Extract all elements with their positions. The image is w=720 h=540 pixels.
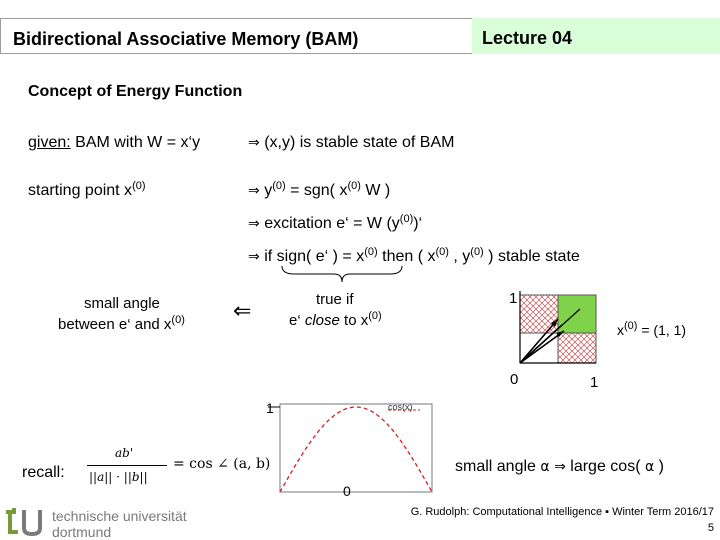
conclusion-text: ) [658,458,664,475]
point-label-text: = (1, 1) [637,322,687,338]
close-to-note [289,310,382,329]
y0-text: = sgn( x [285,182,348,199]
if-text: if sign( e‘ ) = x [264,248,365,265]
vector-y-tick: 1 [509,290,518,307]
alpha-symbol: α [540,459,550,475]
if-text: then ( x [377,248,436,265]
recall-formula [85,444,271,496]
hatched-cell [558,333,596,363]
lecture-box [472,18,720,54]
excitation-text: excitation e‘ = W (y [264,215,400,232]
implies-symbol: ⇒ [248,249,260,265]
if-sign-line [248,246,580,266]
slide-title: Bidirectional Associative Memory (BAM) [13,29,359,49]
plot-frame [280,404,432,492]
implies-symbol: ⇒ [248,135,260,151]
stable-line [248,134,454,152]
implies-symbol: ⇒ [248,183,260,199]
given-line [28,134,200,152]
y0-line [248,180,390,200]
conclusion-text: small angle [455,458,536,475]
conclusion-text: large cos( [570,458,641,475]
given-text: BAM with W = x‘y [75,134,201,151]
green-cell [558,295,596,333]
section-title: Concept of Energy Function [28,83,243,100]
formula-numerator: ab' [115,446,134,460]
y0-text: y [264,182,273,199]
implies-symbol: ⇒ [248,216,260,232]
stable-text: (x,y) is stable state of BAM [264,134,455,151]
recall-label: recall: [22,464,65,481]
point-label-text: x [617,322,624,338]
footer-credit: G. Rudolph: Computational Intelligence ▪ Winter Term 2016/17 [410,506,714,518]
vector-x-tick-1: 1 [590,374,599,391]
starting-point-line [28,180,146,200]
excitation-line [248,213,422,233]
university-city: dortmund [52,524,112,540]
implies-symbol: ⇒ [554,459,566,475]
close-text: e‘ [289,312,305,329]
starting-point-text: starting point x [28,182,133,199]
y0-text: W ) [360,182,391,199]
small-angle-line2: between e‘ and x [58,316,172,333]
vector-x-tick-0: 0 [510,371,519,388]
superscript: (0) [399,213,414,225]
cos-legend: cos(x) [388,402,413,412]
formula-rhs: = cos ∠ (a, b) [173,456,271,472]
recall-conclusion [455,458,664,476]
true-if-note: true if [316,291,354,308]
superscript: (0) [347,180,361,192]
slide-title-box [0,18,472,54]
superscript: (0) [171,314,185,326]
small-angle-line1: small angle [84,295,160,312]
given-label: given: [28,134,71,151]
implied-by-symbol: ⇐ [233,299,252,324]
point-label [617,320,686,338]
small-angle-note-2 [58,314,185,333]
cos-y-bottom: 0 [343,483,351,499]
university-name: technische universität [52,508,187,524]
if-text: , y [448,248,471,265]
superscript: (0) [470,246,484,258]
close-text: to x [339,312,369,329]
superscript: (0) [364,246,378,258]
cos-y-top: 1 [266,400,274,416]
if-text: ) stable state [483,248,580,265]
tu-logo-icon [4,506,48,538]
fraction-bar [87,465,167,466]
alpha-symbol: α [644,459,655,475]
superscript: (0) [435,246,449,258]
lecture-label: Lecture 04 [482,28,573,48]
superscript: (0) [624,320,638,332]
excitation-text: )‘ [413,215,423,232]
hatched-cell [520,295,558,333]
formula-denominator: ||a|| · ||b|| [89,470,148,484]
close-word: close [304,312,340,329]
underbrace [280,264,404,284]
page-number: 5 [707,522,714,534]
vector-diagram [500,285,620,370]
superscript: (0) [368,310,382,322]
small-angle-note [84,295,160,312]
superscript: (0) [272,180,286,192]
superscript: (0) [132,180,146,192]
